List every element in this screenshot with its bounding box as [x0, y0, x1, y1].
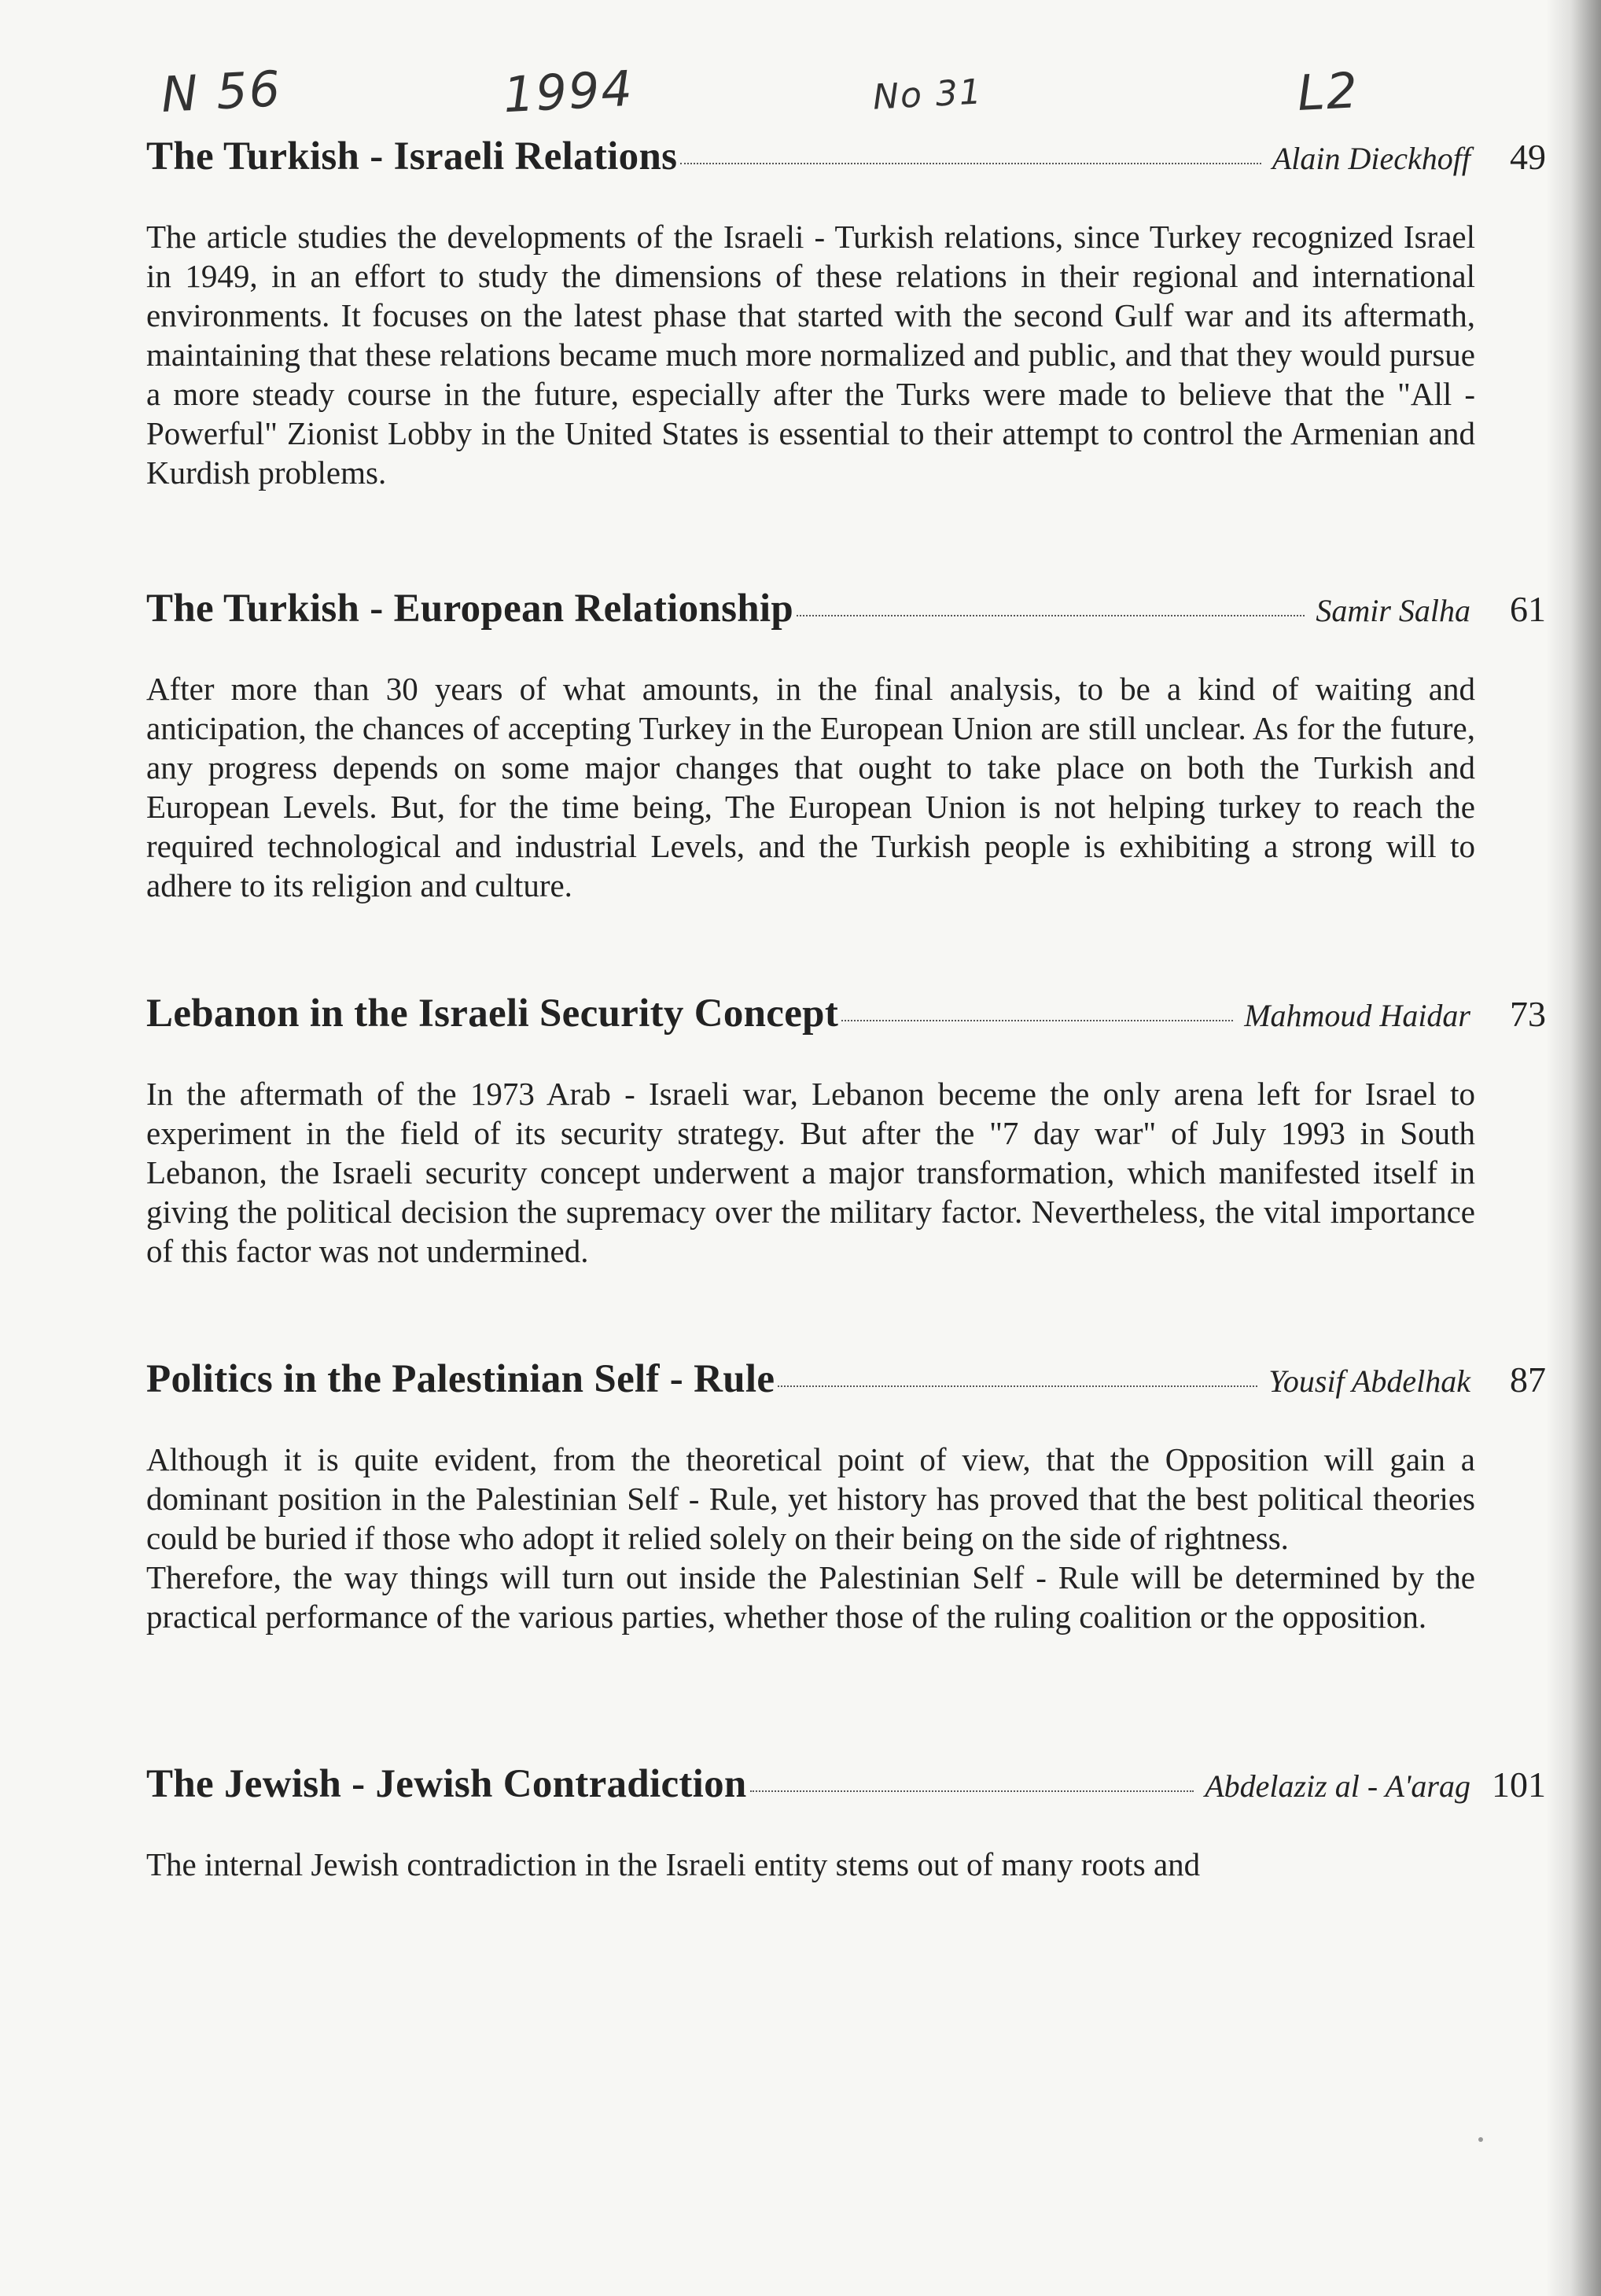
toc-entry: [146, 991, 1546, 1271]
article-abstract: Although it is quite evident, from the theoretical point of view, that the Opposition will gain a dominant position in the Palestinian Self - Rule, yet history has proved that the best political theories could be buried if those who adopt it relied solely on their being on the side of rightness. Therefore, the way things will turn out inside the Palestinian Self - Rule will be determined by the practical performance of the various parties, whether those of the ruling coalition or the opposition.: [146, 1441, 1475, 1635]
page-number: 101: [1492, 1764, 1546, 1805]
article-author: Yousif Abdelhak: [1268, 1363, 1470, 1399]
article-title: The Turkish - Israeli Relations: [146, 134, 678, 178]
dot-leader: [750, 1790, 1194, 1792]
handwritten-note: N 56: [160, 60, 283, 123]
article-title: The Jewish - Jewish Contradiction: [146, 1762, 747, 1806]
article-abstract: The article studies the developments of the Israeli - Turkish relations, since Turkey recognized Israel in 1949, in an effort to study the dimensions of these relations in their regional and international environments. It focuses on the latest phase that started with the second Gulf war and its aftermath, maintaining that these relations became much more normalized and public, and that they would pursue a more steady course in the future, especially after the Turks were made to believe that the "All - Powerful" Zionist Lobby in the United States is essential to their attempt to control the Armenian and Kurdish problems.: [146, 219, 1475, 491]
dot-leader: [778, 1385, 1257, 1387]
dot-leader: [680, 163, 1261, 164]
article-title: Lebanon in the Israeli Security Concept: [146, 992, 839, 1036]
handwritten-note: 1994: [502, 59, 635, 124]
page-number: 73: [1510, 994, 1546, 1034]
toc-entry: [146, 586, 1546, 905]
toc-entry-heading: [146, 1356, 1546, 1402]
dot-leader: [841, 1020, 1233, 1021]
table-of-contents: [146, 134, 1546, 1882]
article-title: The Turkish - European Relationship: [146, 587, 794, 631]
toc-entry: [146, 1356, 1546, 1636]
article-author: Samir Salha: [1316, 593, 1470, 628]
toc-entry: [146, 1761, 1546, 1884]
handwritten-note: L2: [1296, 61, 1360, 122]
paper-speck: [1478, 2137, 1483, 2142]
page-number: 49: [1510, 137, 1546, 177]
toc-entry-heading: [146, 134, 1546, 179]
page-number: 87: [1510, 1360, 1546, 1400]
article-author: Alain Dieckhoff: [1272, 141, 1470, 176]
toc-entry-heading: [146, 1761, 1546, 1807]
article-author: Mahmoud Haidar: [1244, 998, 1470, 1033]
article-abstract: After more than 30 years of what amounts, in the final analysis, to be a kind of waiting and anticipation, the chances of accepting Turkey in the European Union are still unclear. As for the future, any progress depends on some major changes that ought to take place on both the Turkish and European Levels. But, for the time being, The European Union is not helping turkey to reach the required technological and industrial Levels, and the Turkish people is exhibiting a strong will to adhere to its religion and culture.: [146, 671, 1475, 903]
handwritten-note: No 31: [871, 72, 985, 118]
toc-entry: [146, 134, 1546, 492]
article-abstract: In the aftermath of the 1973 Arab - Israeli war, Lebanon beceme the only arena left for Israel to experiment in the field of its security strategy. But after the "7 day war" of July 1993 in South Lebanon, the Israeli security concept underwent a major transformation, which manifested itself in giving the political decision the supremacy over the military factor. Nevertheless, the vital importance of this factor was not undermined.: [146, 1076, 1475, 1269]
toc-entry-heading: [146, 991, 1546, 1036]
dot-leader: [797, 615, 1305, 616]
toc-entry-heading: [146, 586, 1546, 631]
article-author: Abdelaziz al - A'arag: [1205, 1768, 1470, 1804]
article-abstract: The internal Jewish contradiction in the Israeli entity stems out of many roots and: [146, 1846, 1201, 1882]
article-title: Politics in the Palestinian Self - Rule: [146, 1357, 775, 1401]
page-edge-shadow: [1546, 0, 1601, 2296]
handwritten-notes: [0, 31, 1601, 134]
page-number: 61: [1510, 589, 1546, 629]
